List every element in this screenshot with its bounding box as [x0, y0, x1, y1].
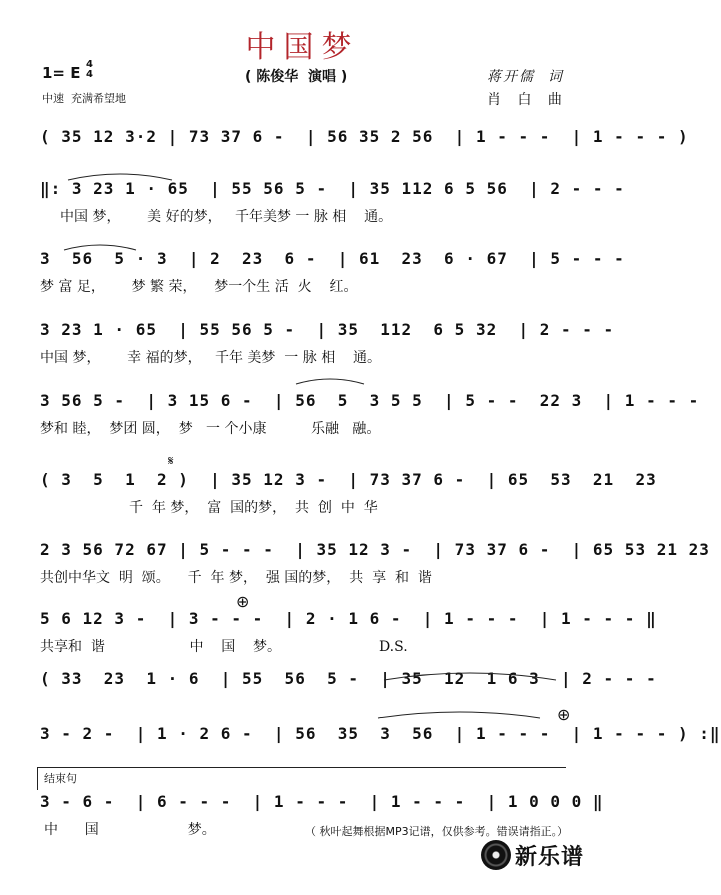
composer-credit: 肖 白 曲 — [487, 92, 568, 108]
tie-arc — [296, 379, 364, 384]
score-row-notes: 3 23 1 · 65 | 55 56 5 - | 35 112 6 5 32 | 2 - - - — [40, 320, 615, 339]
score-row-notes: 2 3 56 72 67 | 5 - - - | 35 12 3 - | 73 37 6 - | 65 53 21 23 — [40, 540, 710, 559]
coda-sign: ⊕ — [557, 705, 571, 724]
tie-arc — [64, 245, 136, 250]
score-row-lyrics: 梦和 睦， 梦团 圆， 梦 一 个小康 乐融 融。 — [40, 421, 381, 437]
score-row-notes: 5 6 12 3 - | 3 - - - | 2 · 1 6 - | 1 - - - | 1 - - - ‖ — [40, 609, 657, 628]
score-row-lyrics: 梦 富 足， 梦 繁 荣， 梦一个生 活 火 红。 — [40, 279, 358, 295]
score-row-notes: 3 56 5 · 3 | 2 23 6 - | 61 23 6 · 67 | 5 - - - — [40, 249, 625, 268]
footnote: （ 秋叶起舞根据MP3记谱，仅供参考。错误请指正。） — [305, 825, 569, 838]
score-row-lyrics: 共创中华文 明 颂。 千 年 梦， 强 国的梦， 共 享 和 谐 — [40, 570, 432, 586]
score-row-notes: 3 - 2 - | 1 · 2 6 - | 56 35 3 56 | 1 - - - | 1 - - - ) :‖ — [40, 724, 721, 743]
coda-sign: ⊕ — [236, 592, 250, 611]
meter-bottom: 4 — [86, 69, 93, 80]
score-row-lyrics: 共享和 谐 中 国 梦。 D.S. — [40, 639, 408, 655]
meter-top: 4 — [86, 59, 93, 70]
score-row-notes: 3 56 5 - | 3 15 6 - | 56 5 3 5 5 | 5 - - 22 3 | 1 - - - — [40, 391, 700, 410]
key-signature: 1= E — [42, 64, 81, 82]
song-title: 中国梦 — [245, 30, 360, 65]
score-row-notes: ( 3 5 1 2 ) | 35 12 3 - | 73 37 6 - | 65 53 21 23 — [40, 470, 657, 489]
score-row-lyrics: 中国 梦， 幸 福的梦， 千年 美梦 一 脉 相 通。 — [40, 350, 382, 366]
tempo-marking: 中速 充满希望地 — [42, 92, 126, 105]
tie-arc — [384, 673, 556, 680]
tie-arc — [378, 712, 540, 718]
score-row-notes: ( 33 23 1 · 6 | 55 56 5 - | 35 12 1 6 3 | 2 - - - — [40, 669, 657, 688]
singer-credit: ( 陈俊华 演唱 ) — [245, 69, 348, 85]
logo-text: 新乐谱 — [515, 845, 585, 870]
score-row-notes: ( 35 12 3·2 | 73 37 6 - | 56 35 2 56 | 1 - - - | 1 - - - ) — [40, 127, 689, 146]
score-row-notes: ‖: 3 23 1 · 65 | 55 56 5 - | 35 112 6 5 56 | 2 - - - — [40, 179, 625, 198]
score-row-lyrics: 中 国 梦。 — [44, 822, 216, 838]
ending-label: 结束句 — [44, 772, 77, 785]
tie-arc — [68, 174, 172, 180]
lyricist-credit: 蒋开儒 词 — [487, 69, 564, 85]
score-row-lyrics: 中国 梦， 美 好的梦， 千年美梦 一 脉 相 通。 — [60, 209, 393, 225]
score-row-lyrics: 千 年 梦， 富 国的梦， 共 创 中 华 — [40, 500, 378, 516]
record-disc-icon — [481, 840, 511, 870]
segno-sign: 𝄋 — [168, 454, 174, 469]
score-row-notes: 3 - 6 - | 6 - - - | 1 - - - | 1 - - - | 1 0 0 0 ‖ — [40, 792, 604, 811]
site-logo — [481, 838, 599, 872]
